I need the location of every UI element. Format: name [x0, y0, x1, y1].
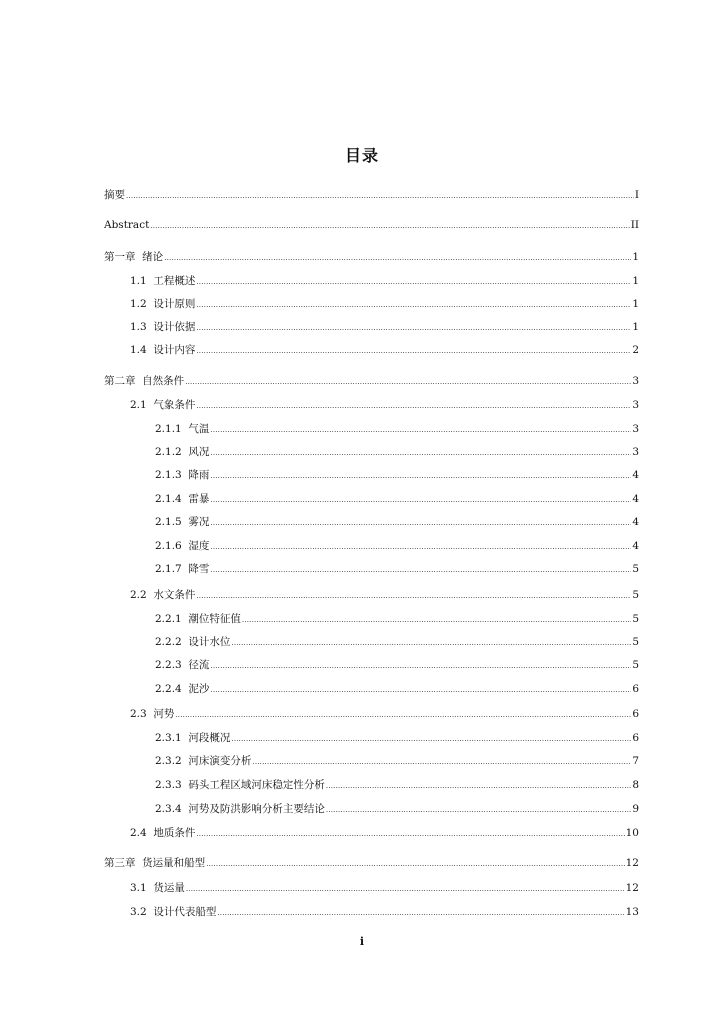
toc-entry-page: 6: [632, 708, 639, 720]
dot-leader: [210, 448, 631, 459]
toc-title: 目录: [344, 146, 379, 165]
dot-leader: [196, 591, 631, 602]
toc-entry[interactable]: [155, 513, 639, 529]
toc-entry[interactable]: [155, 443, 639, 459]
dot-leader: [217, 908, 624, 919]
toc-entry[interactable]: [155, 610, 639, 626]
toc-entry[interactable]: [130, 903, 639, 919]
toc-entry-label: 1.1 工程概述: [130, 275, 196, 287]
toc-entry-page: 5: [632, 613, 639, 625]
toc-entry[interactable]: [130, 396, 639, 412]
dot-leader: [150, 221, 629, 232]
toc-entry[interactable]: [155, 560, 639, 576]
dot-leader: [164, 253, 631, 264]
toc-entry[interactable]: [155, 776, 639, 792]
toc-entry[interactable]: [155, 656, 639, 672]
toc-entry[interactable]: [130, 318, 639, 334]
toc-entry-page: 8: [632, 779, 639, 791]
toc-entry-label: 2.2.1 潮位特征值: [155, 613, 241, 625]
toc-entry[interactable]: [155, 729, 639, 745]
toc-entry[interactable]: [104, 248, 639, 264]
toc-entry[interactable]: [104, 854, 639, 870]
dot-leader: [242, 615, 631, 626]
toc-entry-page: 5: [632, 589, 639, 601]
toc-entry-label: 2.2.3 径流: [155, 659, 210, 671]
toc-entry[interactable]: [104, 216, 639, 232]
toc-entry-label: 2.2.4 泥沙: [155, 683, 210, 695]
toc-entry-label: 1.2 设计原则: [130, 298, 196, 310]
toc-entry-page: 2: [632, 344, 639, 356]
toc-entry-label: 1.3 设计依据: [130, 321, 196, 333]
toc-entry-page: 3: [632, 399, 639, 411]
toc-entry-label: 2.1.7 降雪: [155, 563, 210, 575]
toc-entry-page: 3: [632, 375, 639, 387]
dot-leader: [210, 661, 631, 672]
toc-entry-label: 3.2 设计代表船型: [130, 906, 217, 918]
dot-leader: [196, 829, 624, 840]
toc-entry-page: 4: [632, 540, 639, 552]
dot-leader: [196, 346, 631, 357]
toc-entry-page: 5: [632, 563, 639, 575]
toc-entry-page: 4: [632, 493, 639, 505]
toc-entry-page: 1: [632, 321, 639, 333]
toc-entry-page: 1: [632, 298, 639, 310]
toc-entry-label: 第二章 自然条件: [104, 375, 185, 387]
toc-entry[interactable]: [130, 295, 639, 311]
dot-leader: [210, 518, 631, 529]
toc-entry-page: 3: [632, 423, 639, 435]
dot-leader: [185, 377, 631, 388]
dot-leader: [126, 191, 634, 202]
dot-leader: [196, 323, 631, 334]
toc-entry-page: 12: [625, 857, 639, 869]
dot-leader: [210, 495, 631, 506]
toc-entry[interactable]: [155, 633, 639, 649]
toc-entry-label: 2.3.3 码头工程区域河床稳定性分析: [155, 779, 325, 791]
toc-entry-label: 2.2.2 设计水位: [155, 636, 231, 648]
toc-entry-page: 3: [632, 446, 639, 458]
toc-entry[interactable]: [155, 800, 639, 816]
toc-entry-page: 5: [632, 636, 639, 648]
toc-entry[interactable]: [155, 490, 639, 506]
toc-entry-page: 6: [632, 732, 639, 744]
toc-entry[interactable]: [155, 537, 639, 553]
toc-entry[interactable]: [104, 186, 639, 202]
toc-entry-label: 2.1.1 气温: [155, 423, 210, 435]
toc-entry-label: 2.1 气象条件: [130, 399, 196, 411]
toc-entry-label: 2.2 水文条件: [130, 589, 196, 601]
toc-entry[interactable]: [104, 372, 639, 388]
toc-entry-label: 2.3 河势: [130, 708, 175, 720]
dot-leader: [206, 859, 624, 870]
toc-entry[interactable]: [130, 586, 639, 602]
toc-entry[interactable]: [130, 272, 639, 288]
dot-leader: [210, 565, 631, 576]
dot-leader: [196, 300, 631, 311]
toc-entry-page: 6: [632, 683, 639, 695]
dot-leader: [231, 734, 631, 745]
toc-entry[interactable]: [155, 420, 639, 436]
dot-leader: [196, 277, 631, 288]
toc-entry-label: 第三章 货运量和船型: [104, 857, 206, 869]
dot-leader: [326, 781, 631, 792]
toc-entry-page: 10: [625, 827, 639, 839]
dot-leader: [252, 757, 631, 768]
dot-leader: [326, 805, 631, 816]
toc-entry-label: 3.1 货运量: [130, 882, 185, 894]
toc-entry-page: 4: [632, 469, 639, 481]
dot-leader: [210, 542, 631, 553]
toc-entry-page: 1: [632, 275, 639, 287]
toc-entry-label: 摘要: [104, 189, 125, 201]
toc-entry-page: I: [634, 189, 639, 201]
toc-entry-page: II: [630, 219, 639, 231]
dot-leader: [196, 401, 631, 412]
dot-leader: [210, 685, 631, 696]
toc-entry-label: 2.1.2 风况: [155, 446, 210, 458]
toc-entry-label: 2.1.4 雷暴: [155, 493, 210, 505]
toc-entry-label: Abstract: [104, 219, 150, 231]
toc-entry-page: 4: [632, 516, 639, 528]
toc-entry-label: 1.4 设计内容: [130, 344, 196, 356]
toc-entry-label: 2.4 地质条件: [130, 827, 196, 839]
toc-entry-label: 2.1.3 降雨: [155, 469, 210, 481]
dot-leader: [210, 471, 631, 482]
toc-entry-label: 2.3.2 河床演变分析: [155, 755, 252, 767]
toc-entry-page: 12: [625, 882, 639, 894]
toc-entry-page: 5: [632, 659, 639, 671]
toc-entry[interactable]: [130, 705, 639, 721]
toc-entry[interactable]: [155, 680, 639, 696]
dot-leader: [231, 638, 631, 649]
toc-entry-page: 13: [625, 906, 639, 918]
dot-leader: [210, 425, 631, 436]
toc-entry-label: 2.3.1 河段概况: [155, 732, 231, 744]
toc-entry-page: 7: [632, 755, 639, 767]
toc-entry[interactable]: [130, 879, 639, 895]
toc-entry-label: 第一章 绪论: [104, 251, 164, 263]
toc-entry[interactable]: [130, 341, 639, 357]
toc-entry-page: 9: [632, 803, 639, 815]
toc-entry-label: 2.1.5 雾况: [155, 516, 210, 528]
page-number: i: [359, 935, 365, 948]
toc-entry[interactable]: [155, 752, 639, 768]
toc-entry-label: 2.3.4 河势及防洪影响分析主要结论: [155, 803, 325, 815]
toc-entry[interactable]: [130, 824, 639, 840]
dot-leader: [175, 710, 631, 721]
dot-leader: [186, 884, 625, 895]
toc-entry[interactable]: [155, 466, 639, 482]
toc-entry-page: 1: [632, 251, 639, 263]
toc-entry-label: 2.1.6 湿度: [155, 540, 210, 552]
